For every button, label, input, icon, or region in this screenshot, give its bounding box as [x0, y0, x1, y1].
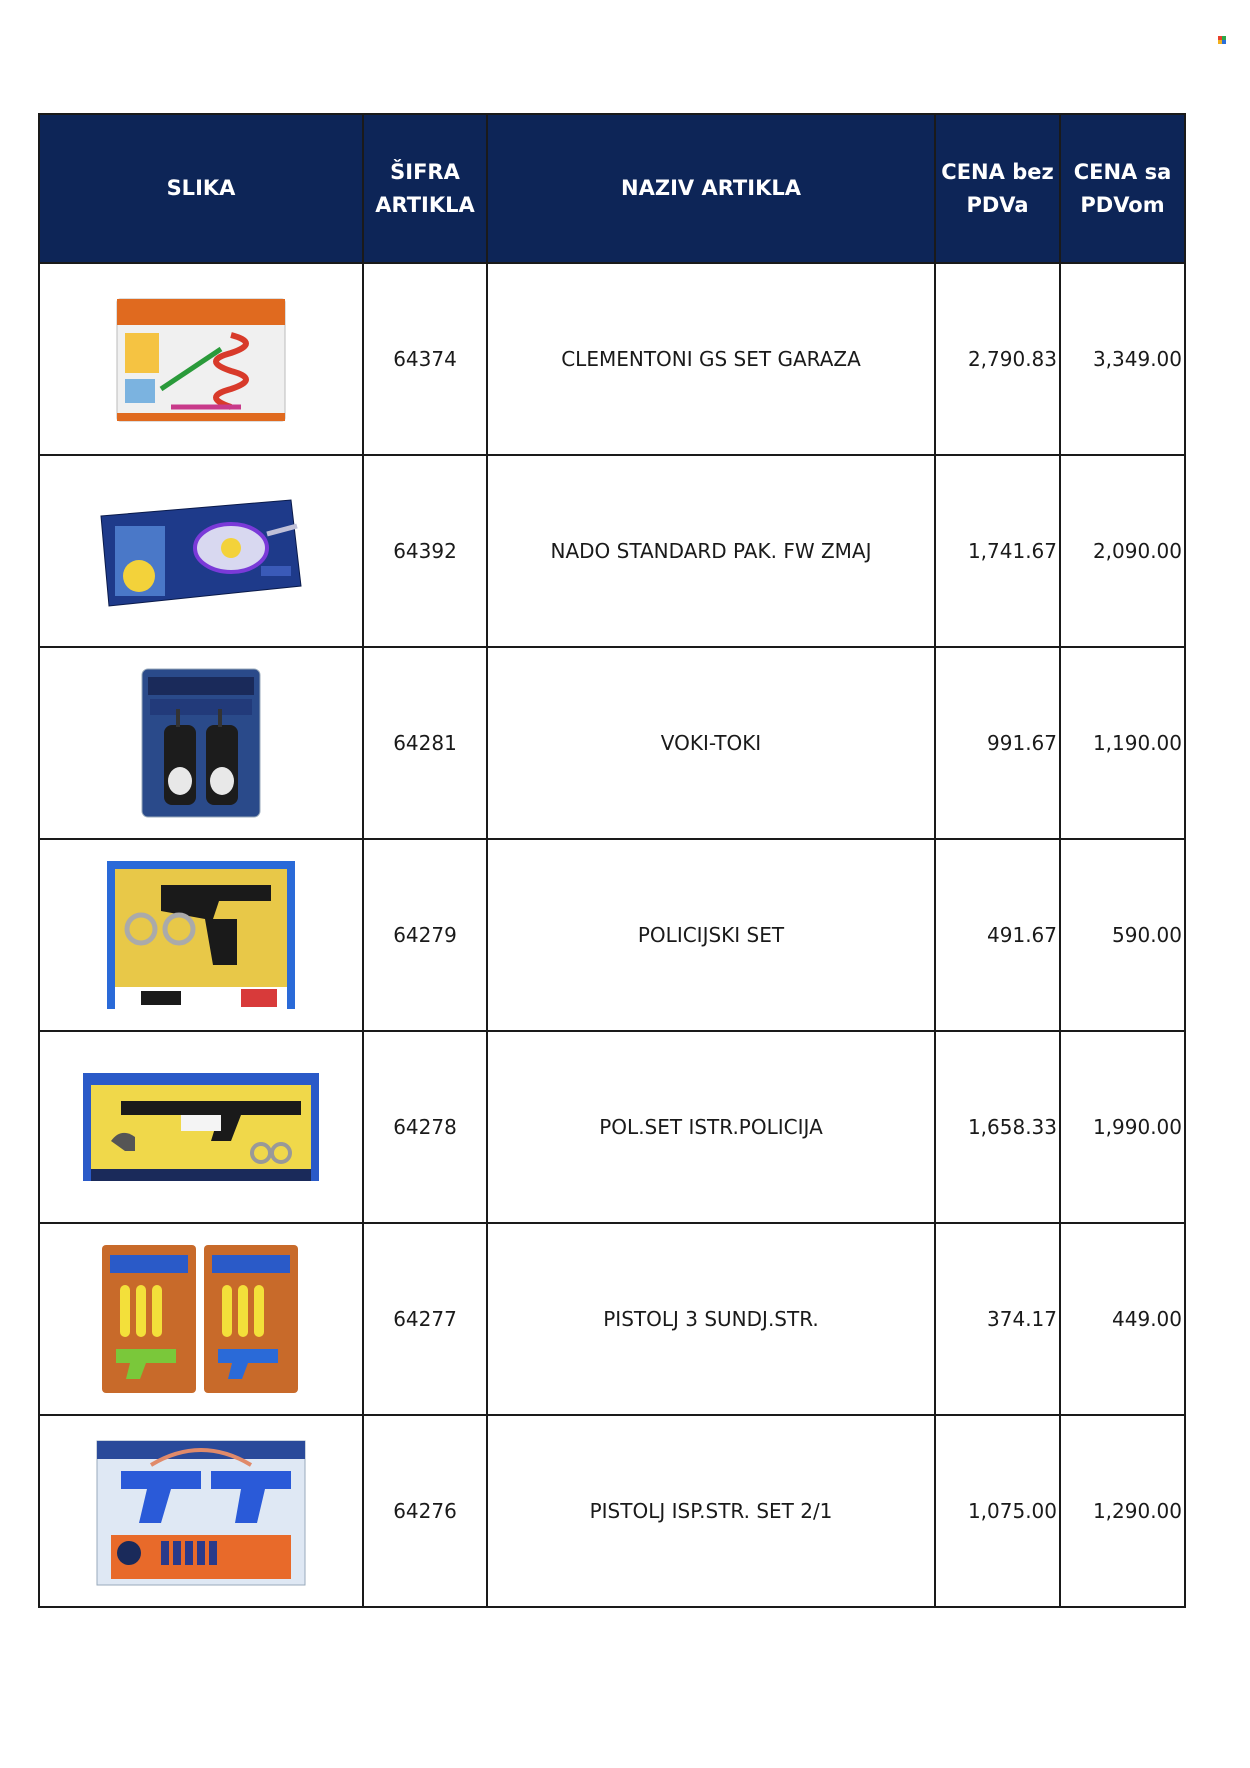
header-code: ŠIFRA ARTIKLA	[363, 114, 487, 263]
header-price-net: CENA bez PDVa	[935, 114, 1060, 263]
price-net: 1,658.33	[935, 1031, 1060, 1223]
price-gross: 1,290.00	[1060, 1415, 1185, 1607]
product-code: 64374	[363, 263, 487, 455]
product-image-cell	[39, 839, 363, 1031]
price-gross: 3,349.00	[1060, 263, 1185, 455]
police-pistol-box-image	[101, 855, 301, 1015]
table-row	[39, 1223, 1185, 1415]
product-image-cell	[39, 647, 363, 839]
product-name: POL.SET ISTR.POLICIJA	[487, 1031, 935, 1223]
table-row	[39, 1415, 1185, 1607]
header-name: NAZIV ARTIKLA	[487, 114, 935, 263]
product-name: CLEMENTONI GS SET GARAZA	[487, 263, 935, 455]
product-name: PISTOLJ 3 SUNDJ.STR.	[487, 1223, 935, 1415]
table-row	[39, 1031, 1185, 1223]
product-image-cell	[39, 263, 363, 455]
product-image-cell	[39, 1031, 363, 1223]
corner-color-mark	[1218, 36, 1227, 45]
product-code: 64281	[363, 647, 487, 839]
product-code: 64278	[363, 1031, 487, 1223]
product-code: 64276	[363, 1415, 487, 1607]
price-net: 1,075.00	[935, 1415, 1060, 1607]
police-rifle-box-image	[81, 1071, 321, 1183]
product-image-cell	[39, 455, 363, 647]
header-price-gross: CENA sa PDVom	[1060, 114, 1185, 263]
price-gross: 1,190.00	[1060, 647, 1185, 839]
product-image-cell	[39, 1223, 363, 1415]
product-name: PISTOLJ ISP.STR. SET 2/1	[487, 1415, 935, 1607]
product-name: VOKI-TOKI	[487, 647, 935, 839]
price-gross: 449.00	[1060, 1223, 1185, 1415]
header-row	[39, 114, 1185, 263]
marble-run-box-image	[111, 289, 291, 429]
spinning-top-box-image	[91, 486, 311, 616]
price-gross: 1,990.00	[1060, 1031, 1185, 1223]
price-net: 1,741.67	[935, 455, 1060, 647]
product-name: POLICIJSKI SET	[487, 839, 935, 1031]
table-row	[39, 263, 1185, 455]
price-gross: 590.00	[1060, 839, 1185, 1031]
product-code: 64392	[363, 455, 487, 647]
walkie-talkie-blister-image	[136, 663, 266, 823]
product-name: NADO STANDARD PAK. FW ZMAJ	[487, 455, 935, 647]
table-row	[39, 647, 1185, 839]
product-image-cell	[39, 1415, 363, 1607]
price-net: 374.17	[935, 1223, 1060, 1415]
price-table	[38, 113, 1186, 1608]
product-code: 64277	[363, 1223, 487, 1415]
table-row	[39, 455, 1185, 647]
header-image: SLIKA	[39, 114, 363, 263]
blaster-pistols-box-image	[91, 1431, 311, 1591]
price-net: 491.67	[935, 839, 1060, 1031]
dart-blaster-cards-image	[96, 1239, 306, 1399]
price-gross: 2,090.00	[1060, 455, 1185, 647]
product-code: 64279	[363, 839, 487, 1031]
price-net: 991.67	[935, 647, 1060, 839]
price-net: 2,790.83	[935, 263, 1060, 455]
table-row	[39, 839, 1185, 1031]
